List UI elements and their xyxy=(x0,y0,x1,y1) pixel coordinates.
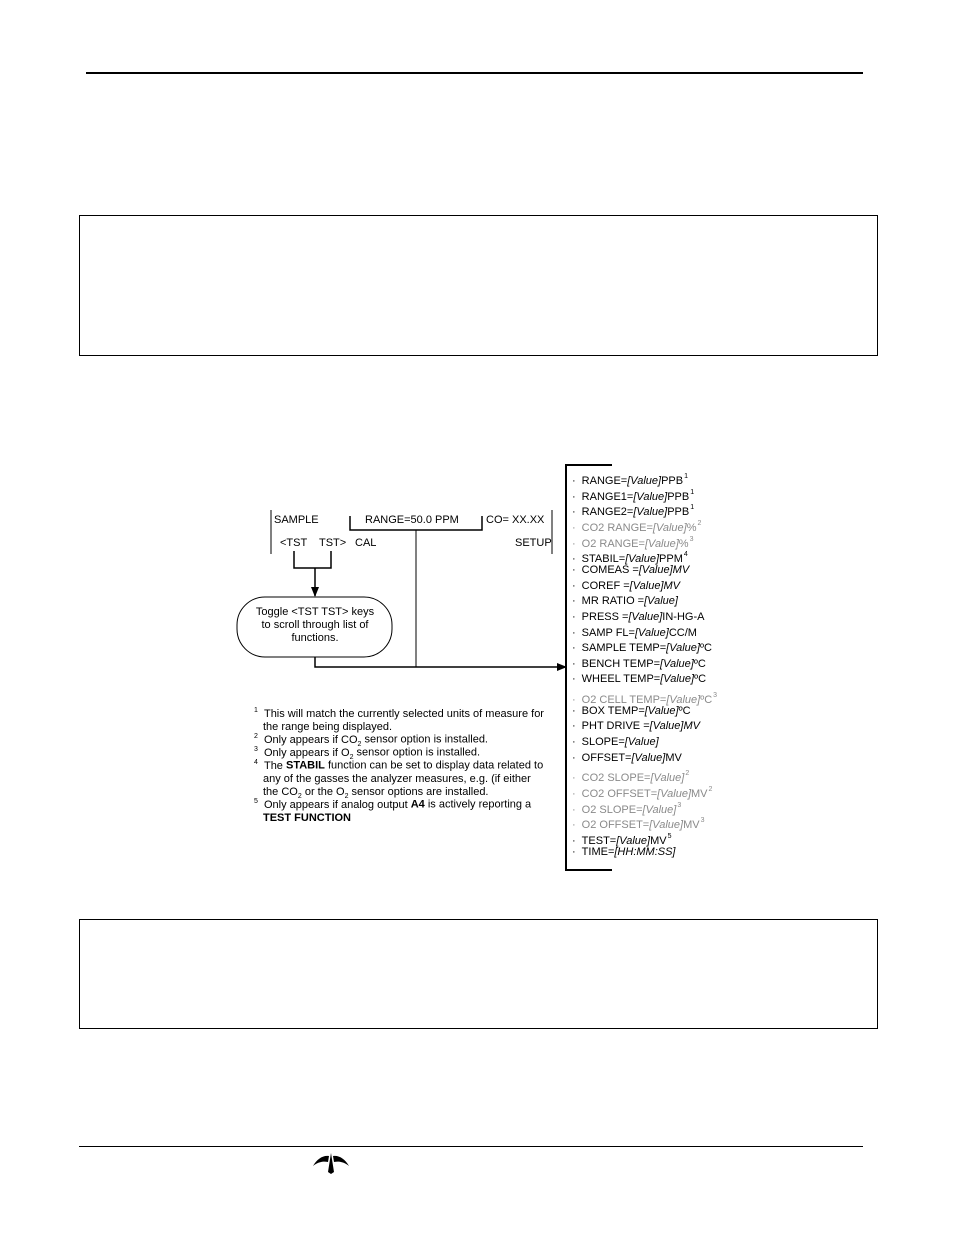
test-function-item xyxy=(572,469,688,487)
test-function-unit: MV xyxy=(650,835,667,847)
test-function-unit: PPM xyxy=(659,553,683,565)
test-function-item xyxy=(572,532,694,550)
test-function-unit: ºC xyxy=(699,642,712,654)
footnote-4-text-a: The xyxy=(263,759,286,772)
test-function-item xyxy=(572,500,695,518)
footnote-2-text-a: Only appears if CO xyxy=(263,733,358,746)
bullet: · xyxy=(572,564,576,576)
test-function-value: [Value] xyxy=(649,720,684,732)
teledyne-logo-icon xyxy=(312,1150,350,1174)
toggle-line-2: to scroll through list of xyxy=(261,619,369,631)
test-function-name: BOX TEMP= xyxy=(581,705,645,717)
footnote-ref: 3 xyxy=(700,817,705,824)
bullet: · xyxy=(572,694,576,706)
test-function-name: RANGE= xyxy=(581,475,628,487)
tst-left-key[interactable]: <TST xyxy=(280,537,308,549)
test-function-value: [Value] xyxy=(660,673,695,685)
bullet: · xyxy=(572,835,576,847)
test-function-value: [Value] xyxy=(625,553,660,565)
test-function-unit: IN-HG-A xyxy=(662,611,705,623)
footnote-5-text-b: is actively reporting a xyxy=(424,798,532,811)
bullet: · xyxy=(572,658,576,670)
footnote-ref: 2 xyxy=(685,770,690,777)
bullet: · xyxy=(572,772,576,784)
test-function-value: [Value] xyxy=(650,772,685,784)
test-function-name: BENCH TEMP= xyxy=(581,658,661,670)
test-function-item xyxy=(572,688,718,706)
test-function-item xyxy=(572,672,706,687)
test-function-unit: ºC xyxy=(678,705,691,717)
test-function-value: [Value] xyxy=(628,611,663,623)
bullet: · xyxy=(572,506,576,518)
test-function-unit: MV xyxy=(665,752,682,764)
test-function-name: SAMP FL= xyxy=(581,627,635,639)
footnote-5-text-a: Only appears if analog output xyxy=(263,798,411,811)
footnote-ref: 1 xyxy=(690,489,695,496)
test-function-unit: MV xyxy=(672,564,690,576)
tst-right-key[interactable]: TST> xyxy=(319,537,347,549)
bullet: · xyxy=(572,627,576,639)
footnote-2-sub: 2 xyxy=(357,740,362,748)
test-function-value: [Value] xyxy=(649,819,684,831)
footnote-4-text-b: function can be set to display data related to xyxy=(324,759,544,772)
footnote-ref: 4 xyxy=(683,551,688,558)
test-function-name: CO2 RANGE= xyxy=(581,522,653,534)
test-function-item xyxy=(572,751,682,766)
test-function-unit: ºC xyxy=(700,694,713,706)
bullet: · xyxy=(572,673,576,685)
test-function-item xyxy=(572,657,706,672)
test-function-name: MR RATIO = xyxy=(581,595,645,607)
test-function-item xyxy=(572,829,672,847)
test-function-name: O2 RANGE= xyxy=(581,538,645,550)
test-function-unit: % xyxy=(678,538,689,550)
toggle-instructions xyxy=(240,606,390,645)
test-function-name: PHT DRIVE = xyxy=(581,720,650,732)
test-function-item xyxy=(572,798,682,816)
test-function-unit: ºC xyxy=(694,673,707,685)
list-arrow xyxy=(315,657,566,667)
test-function-item xyxy=(572,641,712,656)
toggle-line-1: Toggle <TST TST> keys xyxy=(255,606,375,618)
test-function-unit: PPB xyxy=(667,506,690,518)
cal-key[interactable]: CAL xyxy=(355,537,377,549)
bullet: · xyxy=(572,804,576,816)
toggle-line-3: functions. xyxy=(291,632,339,644)
footnote-ref: 3 xyxy=(677,802,682,809)
test-function-value: [Value] xyxy=(633,506,668,518)
test-function-value: [Value] xyxy=(666,642,700,654)
bullet: · xyxy=(572,752,576,764)
footnote-3-text-b: sensor option is installed. xyxy=(353,746,481,759)
test-function-value: [Value] xyxy=(666,694,701,706)
footnote-4-bold: STABIL xyxy=(285,759,325,772)
test-function-name: SAMPLE TEMP= xyxy=(581,642,667,654)
setup-key[interactable]: SETUP xyxy=(515,537,552,549)
bullet: · xyxy=(572,553,576,565)
test-function-name: STABIL= xyxy=(581,553,626,565)
test-function-unit: MV xyxy=(691,788,708,800)
bullet: · xyxy=(572,720,576,732)
bullet: · xyxy=(572,611,576,623)
test-function-unit: MV xyxy=(683,720,700,732)
bullet: · xyxy=(572,491,576,503)
test-function-item xyxy=(572,626,697,641)
test-function-value: [Value] xyxy=(631,752,666,764)
test-function-item xyxy=(572,735,659,750)
footnote-ref: 5 xyxy=(667,833,672,840)
test-function-value: [Value] xyxy=(642,804,677,816)
test-function-value: [Value] xyxy=(657,788,692,800)
footnote-5-line-2: TEST FUNCTION xyxy=(263,811,351,824)
footnote-2-mark: 2 xyxy=(254,733,258,740)
footnote-4-line-2: any of the gasses the analyzer measures, e.g. (if either xyxy=(263,772,531,785)
test-function-value: [Value] xyxy=(633,491,668,503)
test-function-name: TIME= xyxy=(581,846,615,858)
footnote-1-mark: 1 xyxy=(254,707,258,714)
test-function-name: O2 OFFSET= xyxy=(581,819,650,831)
test-function-item xyxy=(572,719,700,734)
footnote-1-line-2: the range being displayed. xyxy=(263,720,393,733)
footnote-3-sub: 2 xyxy=(349,753,354,761)
footnote-ref: 2 xyxy=(708,786,713,793)
test-function-value: [HH:MM:SS] xyxy=(614,846,676,858)
test-function-unit: PPB xyxy=(661,475,684,487)
footnote-4-sub-2: 2 xyxy=(344,792,349,800)
test-function-item xyxy=(572,845,676,860)
test-function-item xyxy=(572,485,695,503)
display-mode: SAMPLE xyxy=(274,514,319,526)
footnote-4-line-3-a: the CO xyxy=(263,785,298,798)
display-range: RANGE=50.0 PPM xyxy=(365,514,459,526)
test-function-item xyxy=(572,547,688,565)
test-function-name: PRESS = xyxy=(581,611,629,623)
test-function-value: [Value] xyxy=(638,564,673,576)
test-function-value: [Value] xyxy=(634,627,669,639)
footnote-3-mark: 3 xyxy=(254,746,258,753)
test-function-name: COREF = xyxy=(581,580,630,592)
test-function-item xyxy=(572,563,689,578)
footnote-4-line-3-b: or the O xyxy=(301,785,345,798)
bullet: · xyxy=(572,705,576,717)
footnote-5-bold: A4 xyxy=(410,798,425,811)
footnote-3-text-a: Only appears if O xyxy=(263,746,350,759)
test-function-name: WHEEL TEMP= xyxy=(581,673,661,685)
test-function-name: TEST= xyxy=(581,835,617,847)
footnote-4-line-3-c: sensor options are installed. xyxy=(348,785,489,798)
footnote-4-mark: 4 xyxy=(254,759,258,766)
bullet: · xyxy=(572,736,576,748)
tst-bracket xyxy=(294,551,331,568)
test-function-unit: PPB xyxy=(667,491,690,503)
test-function-value: [Value] xyxy=(644,538,679,550)
footnote-1-line-1: This will match the currently selected units of measure for xyxy=(263,707,544,720)
test-function-name: O2 CELL TEMP= xyxy=(581,694,667,706)
test-function-value: [Value] xyxy=(624,736,659,748)
test-function-item xyxy=(572,813,705,831)
test-function-name: RANGE1= xyxy=(581,491,634,503)
bullet: · xyxy=(572,846,576,858)
test-function-value: [Value] xyxy=(644,595,678,607)
test-function-item xyxy=(572,704,691,719)
bullet: · xyxy=(572,595,576,607)
bullet: · xyxy=(572,475,576,487)
footnote-5-mark: 5 xyxy=(254,798,258,805)
test-function-value: [Value] xyxy=(660,658,694,670)
footnote-ref: 1 xyxy=(690,504,695,511)
bullet: · xyxy=(572,819,576,831)
test-function-value: [Value] xyxy=(629,580,664,592)
display-concentration: CO= XX.XX xyxy=(486,514,545,526)
test-function-value: [Value] xyxy=(652,522,687,534)
test-function-unit: CC/M xyxy=(668,627,697,639)
test-function-value: [Value] xyxy=(644,705,679,717)
test-function-item xyxy=(572,782,713,800)
footnote-ref: 3 xyxy=(689,536,694,543)
bullet: · xyxy=(572,788,576,800)
footnote-4-sub-1: 2 xyxy=(297,792,302,800)
test-function-item xyxy=(572,766,690,784)
bullet: · xyxy=(572,642,576,654)
footnote-ref: 3 xyxy=(713,692,718,699)
test-function-item xyxy=(572,610,704,625)
test-function-value: [Value] xyxy=(616,835,651,847)
footnote-ref: 1 xyxy=(684,473,688,480)
test-function-name: CO2 SLOPE= xyxy=(581,772,651,784)
test-function-name: OFFSET= xyxy=(581,752,632,764)
test-function-name: O2 SLOPE= xyxy=(581,804,643,816)
bullet: · xyxy=(572,522,576,534)
bullet: · xyxy=(572,580,576,592)
bullet: · xyxy=(572,538,576,550)
test-function-name: SLOPE= xyxy=(581,736,625,748)
test-function-name: CO2 OFFSET= xyxy=(581,788,658,800)
footnote-5 xyxy=(254,792,532,825)
test-function-unit: ºC xyxy=(693,658,706,670)
test-function-item xyxy=(572,594,678,609)
test-function-item xyxy=(572,579,680,594)
test-function-item xyxy=(572,516,702,534)
test-function-unit: MV xyxy=(683,819,700,831)
test-function-value: [Value] xyxy=(627,475,662,487)
test-function-unit: % xyxy=(686,522,697,534)
test-function-name: COMEAS = xyxy=(581,564,639,576)
footnote-2-text-b: sensor option is installed. xyxy=(361,733,488,746)
test-function-name: RANGE2= xyxy=(581,506,634,518)
test-function-unit: MV xyxy=(663,580,680,592)
footnote-ref: 2 xyxy=(697,520,702,527)
